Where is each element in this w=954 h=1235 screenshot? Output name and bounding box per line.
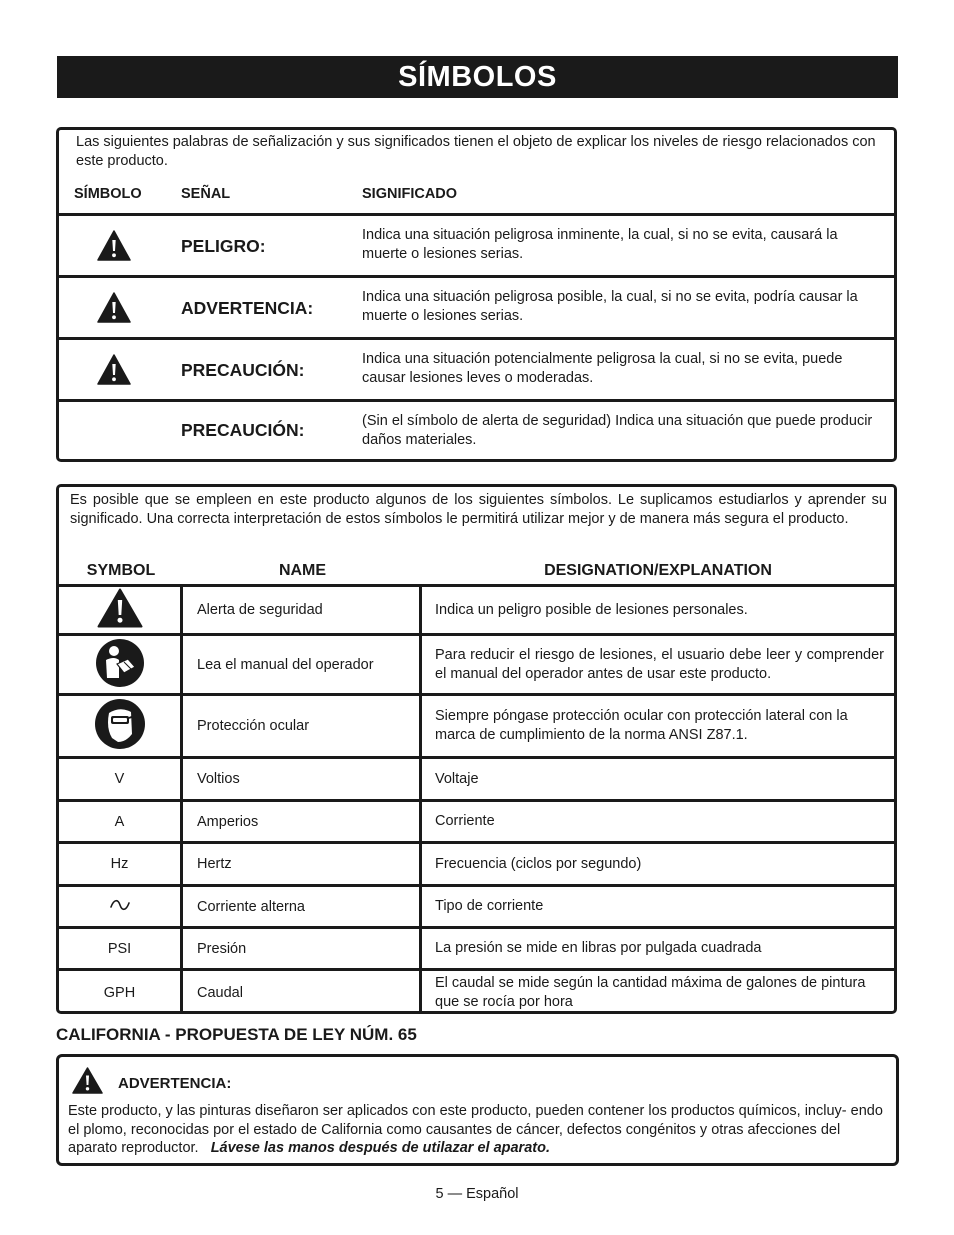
name-cell: Alerta de seguridad xyxy=(183,587,422,633)
symbol-cell: PSI xyxy=(59,929,183,968)
california-warning-box xyxy=(56,1054,899,1166)
name-cell: Lea el manual del operador xyxy=(183,636,422,693)
warning-triangle-icon xyxy=(97,230,131,266)
warning-triangle-icon xyxy=(97,292,131,328)
california-warning-body: Este producto, y las pinturas diseñaron ser aplicados con este producto, pueden contener los productos químicos, incluy- endo el plomo, reconocidas por el estado de California como causantes de cáncer, defectos congénitos y otras afecciones del aparato reproductor. xyxy=(68,1103,883,1156)
symbol-cell xyxy=(59,887,183,926)
read-manual-icon xyxy=(95,638,145,692)
name-cell: Voltios xyxy=(183,759,422,799)
symbol-cell: Hz xyxy=(59,844,183,884)
designation-cell: Tipo de corriente xyxy=(435,898,544,914)
signal-row-peligro xyxy=(59,213,894,275)
header-meaning: SIGNIFICADO xyxy=(362,186,458,202)
signal-word: PELIGRO: xyxy=(181,236,266,256)
table-row xyxy=(59,756,894,799)
table-row xyxy=(59,584,894,633)
designation-cell: Siempre póngase protección ocular con protección lateral con la marca de cumplimiento de la norma ANSI Z87.1. xyxy=(435,708,848,743)
california-warning-emphasis: Lávese las manos después de utilazar el aparato. xyxy=(210,1140,550,1156)
signal-meaning: Indica una situación peligrosa posible, la cual, si no se evita, podría causar la muerte o lesiones serias. xyxy=(362,289,858,324)
header-symbol: SYMBOL xyxy=(86,562,156,579)
header-name: NAME xyxy=(278,562,327,579)
signal-meaning: Indica una situación potencialmente peligrosa la cual, si no se evita, puede causar lesiones leves o moderadas. xyxy=(362,351,843,386)
name-cell: Protección ocular xyxy=(183,696,422,756)
symbols-intro: Es posible que se empleen en este producto algunos de los siguientes símbolos. Le suplicamos estudiarlos y aprender su significado. Una correcta interpretación de estos símbolos le permitirá utilizar mejor y de manera más segura el producto. xyxy=(70,492,887,527)
signal-word: PRECAUCIÓN: xyxy=(181,360,305,380)
header-symbol: SÍMBOLO xyxy=(74,186,142,202)
signal-row-precaucion-no-symbol xyxy=(59,399,894,461)
designation-cell: El caudal se mide según la cantidad máxima de galones de pintura que se rocía por hora xyxy=(435,974,866,1010)
signal-meaning: (Sin el símbolo de alerta de seguridad) Indica una situación que puede producir daños materiales. xyxy=(362,413,873,448)
signal-meaning: Indica una situación peligrosa inminente, la cual, si no se evita, causará la muerte o lesiones serias. xyxy=(362,227,838,262)
name-cell: Corriente alterna xyxy=(183,887,422,926)
table-row xyxy=(59,633,894,693)
designation-cell: Voltaje xyxy=(435,770,479,787)
symbol-cell: V xyxy=(59,759,183,799)
table-row xyxy=(59,884,894,926)
signal-words-box xyxy=(56,127,897,462)
name-cell: Amperios xyxy=(183,802,422,841)
name-cell: Hertz xyxy=(183,844,422,884)
table-row xyxy=(59,799,894,841)
page-footer: 5 — Español xyxy=(435,1186,519,1202)
symbol-cell xyxy=(59,587,183,633)
signal-row-precaucion xyxy=(59,337,894,399)
header-designation: DESIGNATION/EXPLANATION xyxy=(544,562,772,579)
symbol-cell xyxy=(59,696,183,756)
designation-cell: Corriente xyxy=(435,813,495,829)
signal-words-intro: Las siguientes palabras de señalización y sus significados tienen el objeto de explicar los niveles de riesgo relacionados con este producto. xyxy=(76,134,876,169)
eye-protection-icon xyxy=(94,698,146,754)
name-cell: Caudal xyxy=(183,971,422,1014)
name-cell: Presión xyxy=(183,929,422,968)
california-warning-text xyxy=(68,1102,890,1158)
signal-row-advertencia xyxy=(59,275,894,337)
warning-triangle-icon xyxy=(97,354,131,390)
signal-word: ADVERTENCIA: xyxy=(181,298,314,318)
table-row xyxy=(59,968,894,1014)
designation-cell: Para reducir el riesgo de lesiones, el usuario debe leer y comprender el manual del operador antes de usar este producto. xyxy=(435,646,884,682)
signal-word: PRECAUCIÓN: xyxy=(181,420,305,440)
designation-cell: Frecuencia (ciclos por segundo) xyxy=(435,855,642,872)
header-signal: SEÑAL xyxy=(181,186,231,202)
warning-triangle-icon xyxy=(72,1067,103,1099)
symbol-cell: A xyxy=(59,802,183,841)
alternating-current-icon xyxy=(109,898,131,916)
safety-alert-icon xyxy=(97,588,143,632)
designation-cell: La presión se mide en libras por pulgada cuadrada xyxy=(435,940,762,956)
table-row xyxy=(59,693,894,756)
symbols-box xyxy=(56,484,897,1014)
table-row xyxy=(59,926,894,968)
table-row xyxy=(59,841,894,884)
page-title: SÍMBOLOS xyxy=(57,56,898,98)
symbol-cell: GPH xyxy=(59,971,183,1014)
california-title: CALIFORNIA - PROPUESTA DE LEY NÚM. 65 xyxy=(56,1025,417,1044)
california-warning-label: ADVERTENCIA: xyxy=(118,1075,232,1092)
designation-cell: Indica un peligro posible de lesiones personales. xyxy=(435,601,748,618)
symbol-cell xyxy=(59,636,183,693)
